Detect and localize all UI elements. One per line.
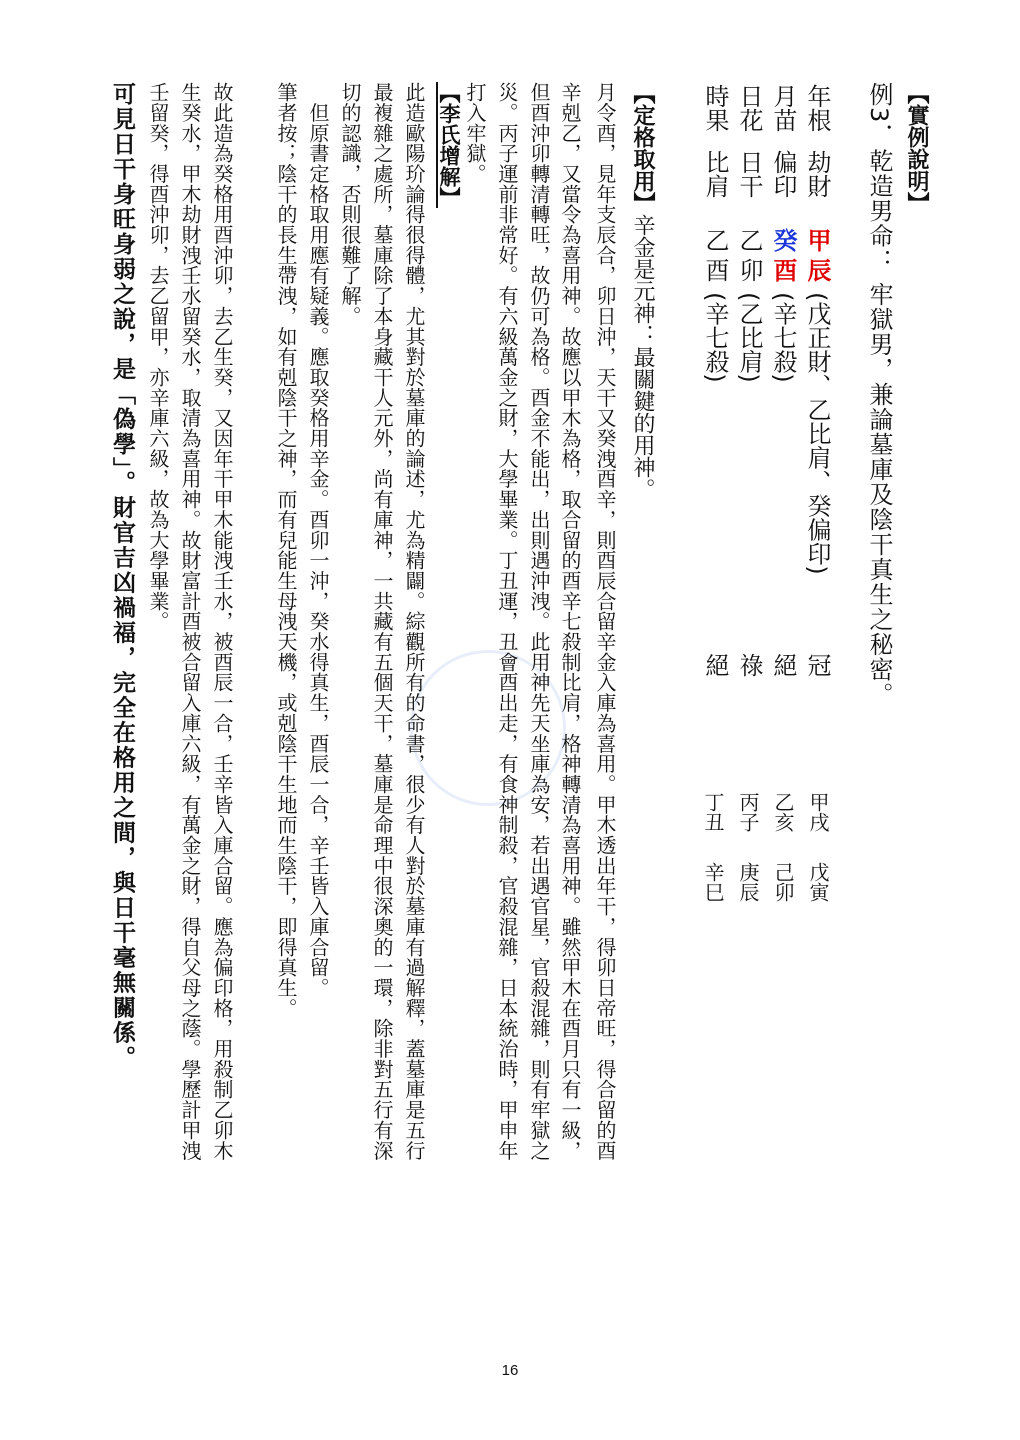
dingge-line: 月令酉，見年支辰合，卯日沖，天干又癸洩酉辛，則酉辰合留辛金入庫為喜用。甲木透出年干，得卯日帝旺，得合留的酉: [593, 82, 617, 1161]
earthly-branch: 酉: [769, 258, 797, 282]
luck-pillar: 甲戌: [806, 792, 830, 832]
luck-pillar: 庚辰: [736, 862, 760, 902]
earthly-branch: 酉: [701, 258, 729, 282]
lishi-line: 切的認識，否則很難了解。: [338, 82, 362, 327]
earthly-branch: 卯: [735, 258, 763, 282]
hidden-stems: (辛七殺): [701, 292, 729, 383]
pillar-label: 月苗: [769, 84, 797, 132]
hidden-stems: (辛七殺): [769, 292, 797, 383]
lishi-line: 壬留癸，得酉沖卯，去乙留甲，亦辛庫六級，故為大學畢業。: [146, 82, 170, 632]
ten-god: 劫財: [803, 150, 831, 198]
lishi-line: 最複雜之處所，墓庫除了本身藏干人元外，尚有庫神，一共藏有五個天干，墓庫是命理中很深奧的一環，除非對五行有深: [370, 82, 394, 1161]
hidden-stems: (戊正財、乙比肩、癸偏印): [803, 292, 831, 575]
lishi-line: 但原書定格取用應有疑義。應取癸格用辛金。酉卯一沖，癸水得真生，酉辰一合，辛壬皆入庫合留。: [306, 82, 330, 998]
dingge-line: 辛剋乙，又當令為喜用神。故應以甲木為格，取合留的酉辛七殺制比肩，格神轉清為喜用神。雖然甲木在酉月只有一級，: [558, 82, 582, 1161]
growth-phase: 絕: [701, 653, 729, 677]
heavenly-stem: 甲: [803, 228, 831, 252]
pillar-label: 日花: [735, 84, 763, 132]
page-number: 16: [501, 1362, 519, 1379]
luck-pillar: 丙子: [736, 792, 760, 832]
luck-pillar: 辛巳: [701, 862, 725, 902]
growth-phase: 祿: [735, 653, 763, 677]
lishi-line: 生癸水，甲木劫財洩壬水留癸水，取清為喜用神。故財富計酉被合留入庫六級，有萬金之財，得自父母之蔭。學歷計甲洩: [178, 82, 202, 1161]
ten-god: 比肩: [701, 150, 729, 198]
heavenly-stem: 癸: [769, 228, 797, 252]
hidden-stems: (乙比肩): [735, 292, 763, 383]
lishi-line: 故此造為癸格用酉沖卯，去乙生癸，又因年干甲木能洩壬水，被酉辰一合，壬辛皆入庫合留。應為偏印格，用殺制乙卯木: [210, 82, 234, 1161]
dingge-label: 【定格取用】: [630, 82, 655, 214]
ten-god: 偏印: [769, 150, 797, 198]
section-heading: 【實例說明】: [904, 82, 929, 214]
dingge-heading: [631, 82, 653, 500]
luck-pillar: 丁丑: [701, 792, 725, 832]
example-title: 例3．乾造男命： 牢獄男，兼論墓庫及陰干真生之秘密。: [865, 82, 893, 707]
ten-god: 日干: [735, 150, 763, 198]
luck-pillar: 戊寅: [806, 862, 830, 902]
pillar-label: 時果: [701, 84, 729, 132]
dingge-head-text: 辛金是元神：最關鍵的用神。: [630, 214, 655, 500]
luck-pillar: 己卯: [771, 862, 795, 902]
dingge-line: 打入牢獄。: [463, 82, 487, 184]
dingge-line: 災。丙子運前非常好。有六級萬金之財，大學畢業。丁丑運，丑會酉出走，有食神制殺，官殺混雜，日本統治時，甲申年: [495, 82, 519, 1161]
luck-pillar: 乙亥: [771, 792, 795, 832]
heavenly-stem: 乙: [735, 228, 763, 252]
growth-phase: 冠: [803, 653, 831, 677]
conclusion: 可見日干身旺身弱之說，是「偽學」。財官吉凶禍福，完全在格用之間，與日干毫無關係。: [109, 82, 135, 1071]
pillar-label: 年根: [803, 84, 831, 132]
lishi-label: 【李氏增解】: [437, 82, 461, 208]
dingge-line: 但酉沖卯轉清轉旺，故仍可為格。酉金不能出，出則遇沖洩。此用神先天坐庫為安，若出遇官星，官殺混雜，則有牢獄之: [527, 82, 551, 1161]
growth-phase: 絕: [769, 653, 797, 677]
heavenly-stem: 乙: [701, 228, 729, 252]
lishi-line: 此造歐陽玠論得很得體，尤其對於墓庫的論述，尤為精闢。綜觀所有的命書，很少有人對於墓庫有過解釋，蓋墓庫是五行: [402, 82, 426, 1161]
lishi-line: 筆者按；陰干的長生帶洩，如有剋陰干之神，而有兒能生母洩天機，或剋陰干生地而生陰干，即得真生。: [274, 82, 298, 1019]
earthly-branch: 辰: [803, 258, 831, 282]
